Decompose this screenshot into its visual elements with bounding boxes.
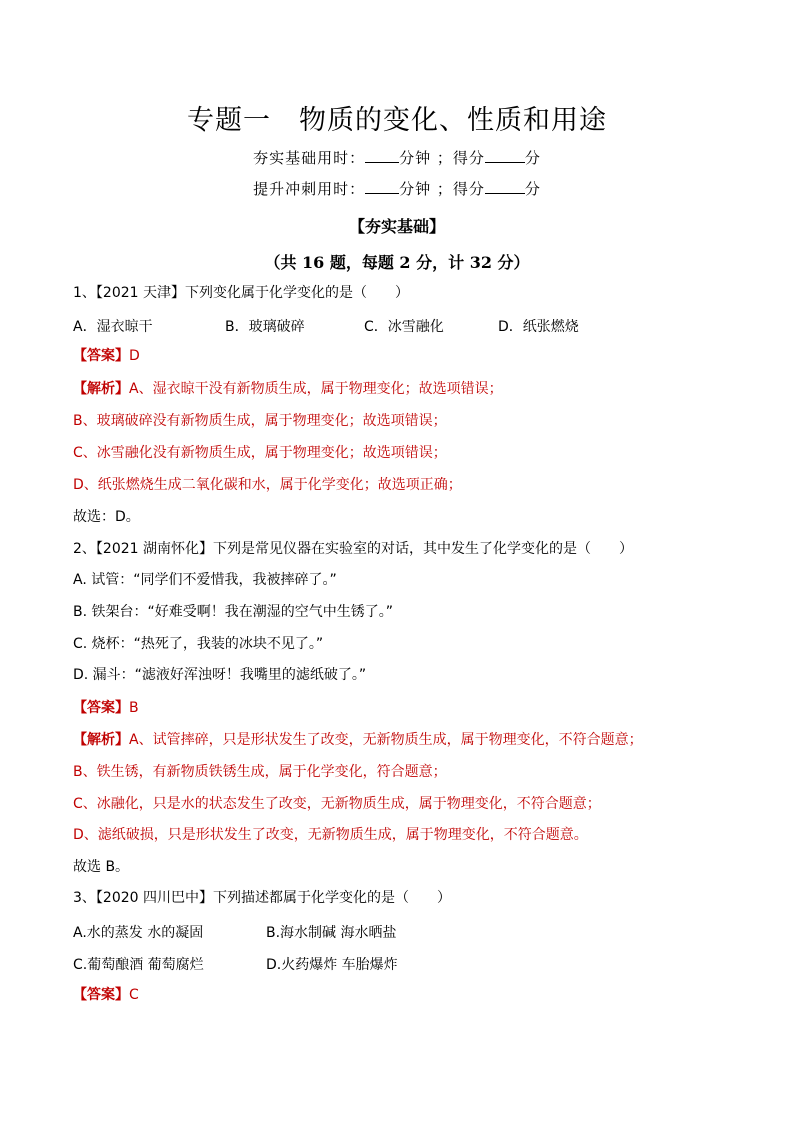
time-blank[interactable] bbox=[365, 191, 399, 194]
score-blank[interactable] bbox=[485, 191, 525, 194]
analysis-text: A、湿衣晾干没有新物质生成，属于物理变化；故选项错误； bbox=[129, 381, 503, 397]
question-1-stem: 1、【2021 天津】下列变化属于化学变化的是（ ） bbox=[73, 285, 409, 301]
analysis-tag: 【解析】 bbox=[73, 732, 129, 748]
q1-option-a: A．湿衣晾干 bbox=[73, 319, 153, 335]
score-label: 分钟 ；得分 bbox=[399, 180, 485, 198]
q3-option-a: A.水的蒸发 水的凝固 bbox=[73, 925, 204, 941]
time-score-line-basic bbox=[0, 147, 794, 168]
unit-label: 分 bbox=[524, 180, 541, 198]
answer-value: C bbox=[129, 987, 139, 1003]
q3-answer bbox=[73, 986, 139, 1004]
time-blank[interactable] bbox=[365, 160, 399, 163]
title-topic-number: 专题一 bbox=[187, 105, 271, 136]
question-3-stem: 3、【2020 四川巴中】下列描述都属于化学变化的是（ ） bbox=[73, 890, 451, 906]
q1-option-d: D．纸张燃烧 bbox=[498, 319, 579, 335]
q3-option-b: B.海水制碱 海水晒盐 bbox=[266, 925, 397, 941]
time-label: 夯实基础用时： bbox=[253, 149, 366, 167]
question-2-stem: 2、【2021 湖南怀化】下列是常见仪器在实验室的对话，其中发生了化学变化的是（ ） bbox=[73, 541, 633, 557]
q2-option-b: B. 铁架台：“好难受啊！我在潮湿的空气中生锈了。” bbox=[73, 604, 394, 620]
answer-tag: 【答案】 bbox=[73, 348, 129, 364]
time-label: 提升冲刺用时： bbox=[253, 180, 366, 198]
time-score-line-advanced bbox=[0, 178, 794, 199]
answer-value: D bbox=[129, 348, 140, 364]
q3-option-d: D.火药爆炸 车胎爆炸 bbox=[266, 957, 398, 973]
analysis-text: A、试管摔碎，只是形状发生了改变，无新物质生成，属于物理变化，不符合题意； bbox=[129, 732, 643, 748]
analysis-tag: 【解析】 bbox=[73, 381, 129, 397]
answer-tag: 【答案】 bbox=[73, 700, 129, 716]
section-heading: 【夯实基础】 bbox=[348, 217, 445, 236]
q3-option-c: C.葡萄酿酒 葡萄腐烂 bbox=[73, 957, 204, 973]
section-subheading: （共 16 题，每题 2 分，计 32 分） bbox=[264, 253, 530, 272]
q2-option-a: A. 试管：“同学们不爱惜我，我被摔碎了。” bbox=[73, 572, 337, 588]
q2-analysis-line-1 bbox=[73, 731, 643, 749]
q2-answer bbox=[73, 699, 139, 717]
q1-analysis-line-4: D、纸张燃烧生成二氧化碳和水，属于化学变化；故选项正确； bbox=[73, 477, 462, 493]
q2-analysis-line-2: B、铁生锈，有新物质铁锈生成，属于化学变化，符合题意； bbox=[73, 764, 447, 780]
unit-label: 分 bbox=[524, 149, 541, 167]
q1-analysis-line-3: C、冰雪融化没有新物质生成，属于物理变化；故选项错误； bbox=[73, 445, 447, 461]
answer-tag: 【答案】 bbox=[73, 987, 129, 1003]
q2-conclusion: 故选 B。 bbox=[73, 859, 130, 875]
q1-conclusion: 故选：D。 bbox=[73, 509, 140, 525]
q1-analysis-line-1 bbox=[73, 380, 503, 398]
q2-analysis-line-4: D、滤纸破损，只是形状发生了改变，无新物质生成，属于物理变化，不符合题意。 bbox=[73, 827, 588, 843]
q1-answer bbox=[73, 347, 140, 365]
score-blank[interactable] bbox=[485, 160, 525, 163]
score-label: 分钟 ；得分 bbox=[399, 149, 485, 167]
q2-option-c: C. 烧杯：“热死了，我装的冰块不见了。” bbox=[73, 636, 324, 652]
q2-option-d: D. 漏斗：“滤液好浑浊呀！我嘴里的滤纸破了。” bbox=[73, 667, 367, 683]
q1-analysis-line-2: B、玻璃破碎没有新物质生成，属于物理变化；故选项错误； bbox=[73, 413, 447, 429]
q1-option-b: B．玻璃破碎 bbox=[225, 319, 305, 335]
page-title bbox=[0, 98, 794, 137]
q2-analysis-line-3: C、冰融化，只是水的状态发生了改变，无新物质生成，属于物理变化，不符合题意； bbox=[73, 796, 601, 812]
title-topic-name: 物质的变化、性质和用途 bbox=[299, 105, 607, 136]
answer-value: B bbox=[129, 700, 139, 716]
q1-option-c: C．冰雪融化 bbox=[364, 319, 444, 335]
